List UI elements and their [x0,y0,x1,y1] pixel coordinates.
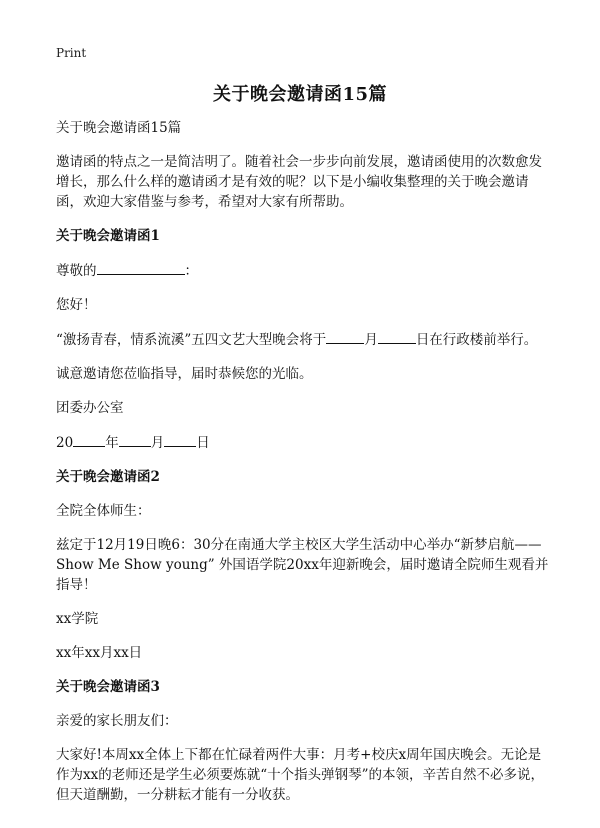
date-year: 年 [105,435,119,451]
salutation-prefix: 尊敬的 [56,263,97,279]
year-blank [73,432,105,447]
event-day: 日在行政楼前举行。 [415,332,538,348]
section3-body: 大家好!本周xx全体上下都在忙碌着两件大事：月考+校庆x周年国庆晚会。无论是作为xx的老师还是学生必须要炼就“十个指头弹钢琴”的本领，辛苦自然不必多说，但天道酬勤，一分耕耘才能有一分收获。 [56,747,545,803]
month-blank-2 [119,432,151,447]
document-body [56,118,554,819]
date-day: 日 [196,435,210,451]
section1-date [56,432,554,453]
section2-body: 兹定于12月19日晚6：30分在南通大学主校区大学生活动中心举办“新梦启航——Show Me Show young” 外国语学院20xx年迎新晚会，届时邀请全院师生观看并指导！ [56,537,549,593]
section2-salutation: 全院全体师生： [56,503,151,519]
section3-heading: 关于晚会邀请函3 [56,679,160,695]
event-month: 月 [364,332,378,348]
page-title: 关于晚会邀请函15篇 [212,84,388,105]
section1-heading: 关于晚会邀请函1 [56,228,160,244]
section2-heading: 关于晚会邀请函2 [56,469,160,485]
intro-paragraph: 邀请函的特点之一是简洁明了。随着社会一步步向前发展，邀请函使用的次数愈发增长，那么什么样的邀请函才是有效的呢？以下是小编收集整理的关于晚会邀请函，欢迎大家借鉴与参考，希望对大家有所帮助。 [56,154,542,210]
section3-salutation: 亲爱的家长朋友们： [56,713,178,729]
day-blank-2 [164,432,196,447]
section1-invite: 诚意邀请您莅临指导，届时恭候您的光临。 [56,366,313,382]
salutation-suffix: ： [184,263,198,279]
name-blank [97,260,185,275]
section1-greeting: 您好！ [56,297,97,313]
subtitle: 关于晚会邀请函15篇 [56,120,182,136]
date-month: 月 [150,435,165,451]
day-blank [378,329,416,344]
print-label: Print [56,46,87,60]
date-prefix: 20 [56,435,74,451]
event-text: “激扬青春，情系流溪”五四文艺大型晚会将于 [56,332,327,348]
section2-date: xx年xx月xx日 [56,645,143,661]
section1-event [56,329,554,350]
section1-signature: 团委办公室 [56,400,124,416]
section1-salutation [56,260,554,281]
month-blank [326,329,364,344]
section2-signature: xx学院 [56,611,99,627]
